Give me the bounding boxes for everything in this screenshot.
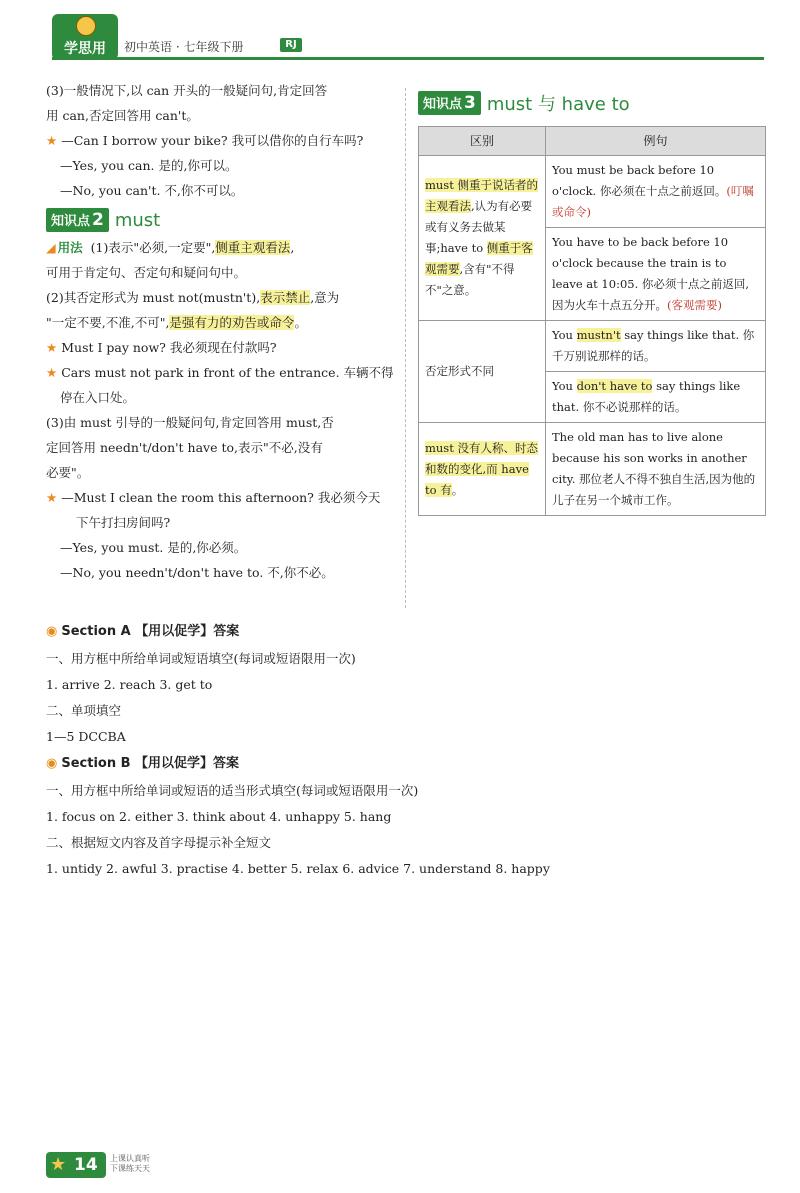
answer-line: 1. focus on 2. either 3. think about 4. unhappy 5. hang: [46, 809, 392, 824]
text-span: 。: [294, 315, 307, 330]
column-divider: [405, 88, 406, 608]
text-line: (3)一般情况下,以 can 开头的一般疑问句,肯定回答: [46, 83, 328, 98]
example-line: [46, 360, 396, 385]
page-header: [0, 0, 800, 70]
kp-tag: [418, 91, 481, 115]
table-header: 区别: [419, 127, 546, 156]
highlight: 是强有力的劝告或命令: [169, 315, 295, 330]
table-row: [419, 321, 766, 372]
star-icon: ★: [46, 133, 58, 148]
section-title-text: Section A 【用以促学】答案: [61, 624, 240, 639]
left-column: [46, 78, 396, 585]
table-cell: [546, 321, 766, 372]
example-line: [46, 128, 396, 153]
kp-tag: [46, 208, 109, 232]
example-line: —Yes, you can. 是的,你可以。: [60, 158, 238, 173]
answers-section: [46, 618, 766, 882]
edition-badge: RJ: [280, 38, 302, 52]
right-column: [418, 86, 768, 516]
example-text: You must be back before 10 o'clock. 你必须在十点之前返回。: [552, 163, 727, 198]
highlight: 表示禁止: [260, 290, 311, 305]
example-line: —No, you needn't/don't have to. 不,你不必。: [60, 565, 334, 580]
star-icon: ★: [46, 365, 58, 380]
table-cell: The old man has to live alone because his son works in another city. 那位老人不得不独自生活,因为他的儿子在另一个城市工作。: [546, 423, 766, 516]
page-badge: [46, 1152, 106, 1178]
highlight: must 没有人称、时态和数的变化,而 have to 有: [425, 440, 538, 497]
text-span: You: [552, 328, 577, 342]
answer-line: 1. untidy 2. awful 3. practise 4. better 5. relax 6. advice 7. understand 8. happy: [46, 861, 550, 876]
example-text: You have to be back before 10 o'clock because the train is to leave at 10:05. 你必须十点之前返回,因为火车十点五分开。: [552, 235, 750, 312]
highlight: mustn't: [576, 328, 621, 342]
highlight: must 侧重于说话者的主观看法: [425, 178, 538, 213]
answer-line: 一、用方框中所给单词或短语填空(每词或短语限用一次): [46, 651, 356, 666]
brand-logo: [52, 14, 118, 60]
example-text: Must I pay now? 我必须现在付款吗?: [61, 340, 277, 355]
star-icon: ★: [46, 340, 58, 355]
text-line: (3)由 must 引导的一般疑问句,肯定回答用 must,否: [46, 415, 334, 430]
note-text: (叮嘱或命令): [552, 184, 754, 219]
text-span: say things like that. 你不必说那样的话。: [552, 379, 741, 414]
highlight: don't have to: [576, 379, 653, 393]
lightbulb-icon: ◉: [46, 756, 58, 771]
table-row: [419, 156, 766, 228]
example-line: [46, 335, 396, 360]
usage-label: 用法: [57, 240, 83, 255]
footer-note-line: 下课练天天: [110, 1164, 150, 1173]
kp-title: must 与 have to: [486, 94, 630, 115]
kp-tag-label: 知识点: [51, 214, 91, 229]
knowledge-point-3: [418, 90, 768, 116]
table-row: [419, 423, 766, 516]
example-text: Cars must not park in front of the entrance. 车辆不得: [61, 365, 394, 380]
footer-note-line: 上课认真听: [110, 1154, 150, 1163]
text-span: ,认为有必要或有义务去做某事;have to: [425, 199, 533, 255]
lightbulb-icon: ◉: [46, 624, 58, 639]
answer-line: 二、根据短文内容及首字母提示补全短文: [46, 835, 272, 850]
answer-line: 1—5 DCCBA: [46, 729, 126, 744]
text-line: [46, 285, 396, 310]
example-line: 停在入口处。: [60, 390, 136, 405]
table-cell: [546, 156, 766, 228]
text-line: 可用于肯定句、否定句和疑问句中。: [46, 265, 247, 280]
highlight: 侧重主观看法: [215, 240, 291, 255]
text-span: ,意为: [310, 290, 340, 305]
example-line: —Yes, you must. 是的,你必须。: [60, 540, 247, 555]
answer-line: 一、用方框中所给单词或短语的适当形式填空(每词或短语限用一次): [46, 783, 419, 798]
section-a-title: [46, 618, 766, 646]
text-span: ,含有"不得不"之意。: [425, 262, 515, 297]
page-number: 14: [74, 1155, 98, 1175]
text-span: say things like that. 你千万别说那样的话。: [552, 328, 755, 363]
text-line: 用 can,否定回答用 can't。: [46, 108, 199, 123]
kp-number: 3: [464, 93, 476, 113]
table-cell: 否定形式不同: [419, 321, 546, 423]
text-span: (1)表示"必须,一定要",: [90, 240, 216, 255]
note-text: (客观需要): [667, 298, 722, 312]
table-cell: [419, 423, 546, 516]
text-line: [46, 310, 396, 335]
answer-line: 1. arrive 2. reach 3. get to: [46, 677, 213, 692]
text-line: 定回答用 needn't/don't have to,表示"不必,没有: [46, 440, 323, 455]
book-title: 初中英语 · 七年级下册: [124, 40, 244, 54]
answer-line: 二、单项填空: [46, 703, 122, 718]
example-line: 下午打扫房间吗?: [76, 515, 171, 530]
header-rule: [52, 57, 764, 60]
text-span: "一定不要,不准,不可",: [46, 315, 170, 330]
kp-title: must: [114, 209, 161, 231]
text-span: 。: [451, 482, 464, 497]
pencil-icon: ◢: [46, 240, 56, 255]
footer-note: [110, 1154, 150, 1174]
example-line: —No, you can't. 不,你不可以。: [60, 183, 244, 198]
usage-line: [46, 235, 396, 260]
example-line: [46, 485, 396, 510]
section-b-title: [46, 750, 766, 778]
text-line: 必要"。: [46, 465, 90, 480]
section-title-text: Section B 【用以促学】答案: [61, 756, 240, 771]
highlight: 侧重于客观需要: [425, 241, 533, 276]
text-span: ,: [290, 240, 295, 255]
example-text: —Must I clean the room this afternoon? 我必须今天: [61, 490, 381, 505]
table-header: 例句: [546, 127, 766, 156]
knowledge-point-2: [46, 207, 396, 233]
table-cell: [546, 228, 766, 321]
kp-number: 2: [92, 210, 104, 230]
example-text: —Can I borrow your bike? 我可以借你的自行车吗?: [61, 133, 364, 148]
comparison-table: [418, 126, 766, 516]
star-icon: ★: [46, 490, 58, 505]
table-header-row: [419, 127, 766, 156]
mascot-icon: [76, 16, 96, 36]
logo-text: 学思用: [64, 41, 106, 57]
page-footer: [46, 1150, 186, 1180]
text-span: You: [552, 379, 577, 393]
kp-tag-label: 知识点: [423, 97, 463, 112]
star-icon: ★: [50, 1154, 67, 1175]
table-cell: [419, 156, 546, 321]
text-span: (2)其否定形式为 must not(mustn't),: [46, 290, 261, 305]
table-cell: [546, 372, 766, 423]
